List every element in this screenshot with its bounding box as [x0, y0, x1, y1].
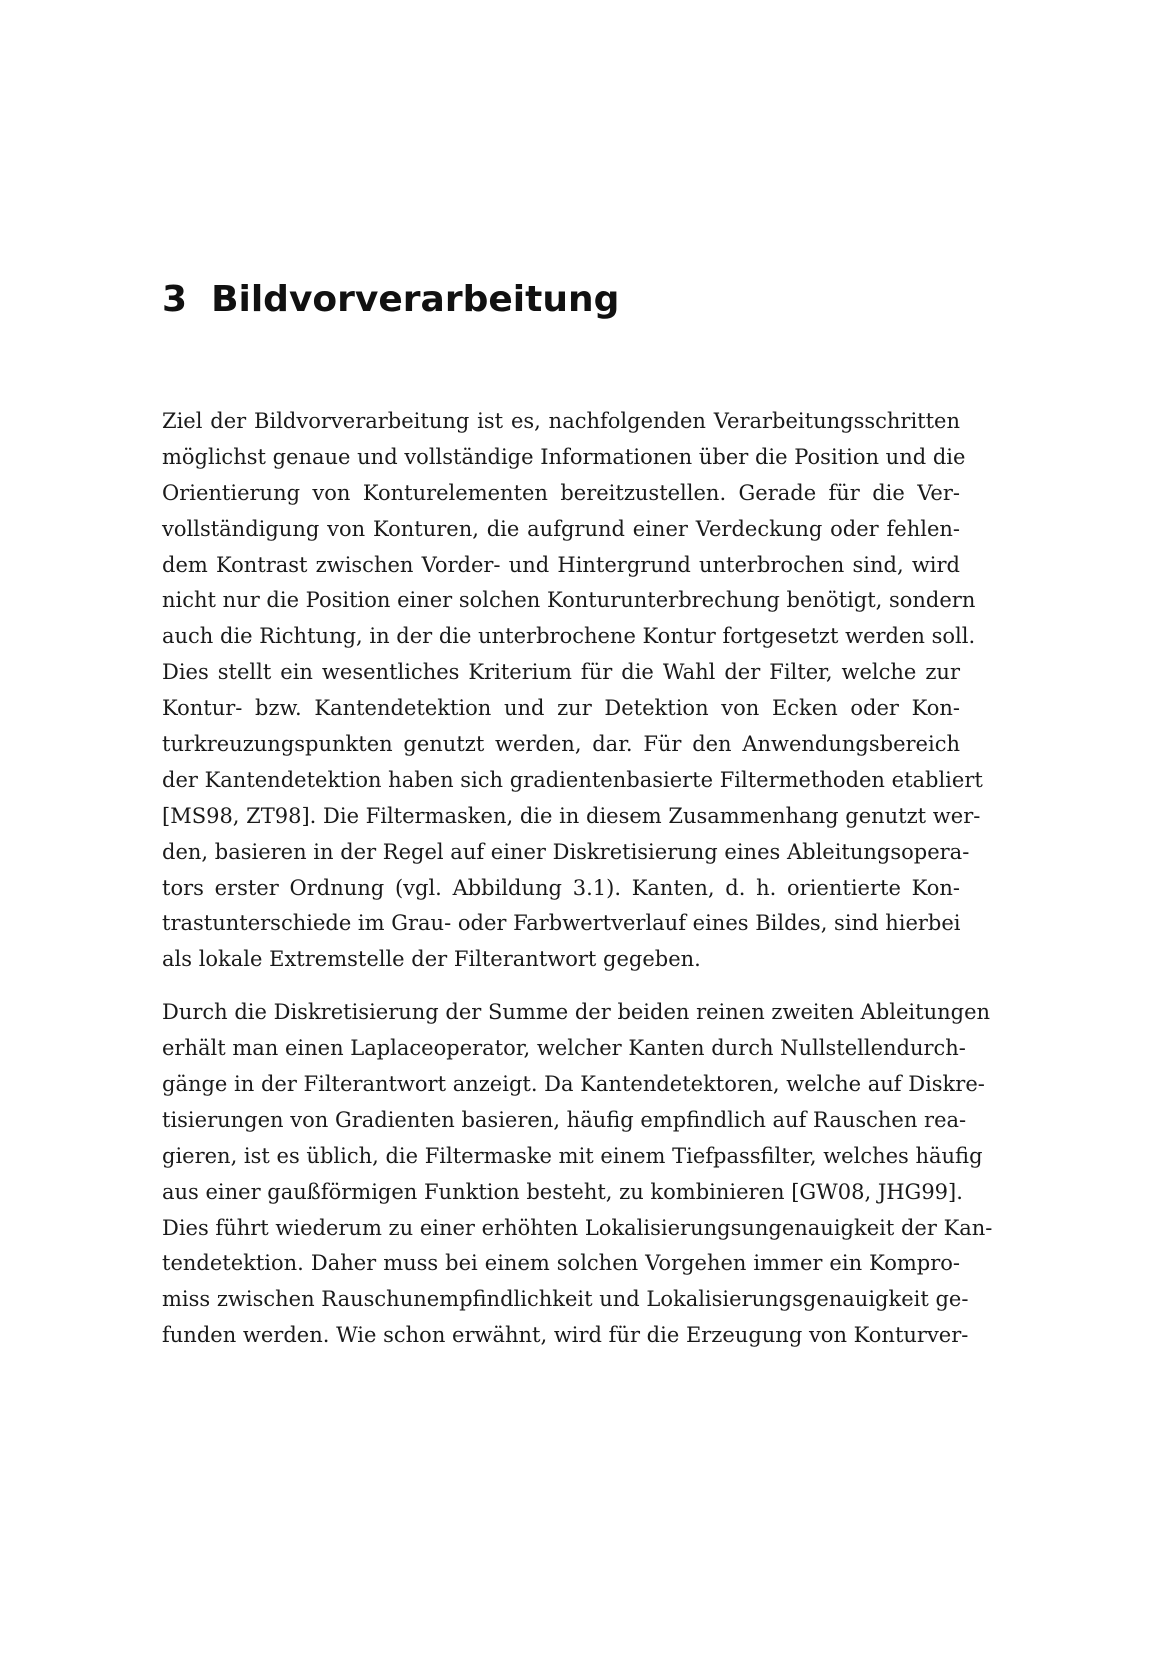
- text-line: Dies führt wiederum zu einer erhöhten Lokalisierungsungenauigkeit der Kan-: [162, 1215, 993, 1240]
- text-line: Durch die Diskretisierung der Summe der beiden reinen zweiten Ableitungen: [162, 1000, 991, 1025]
- text-line: miss zwischen Rauschunempfindlichkeit und Lokalisierungsgenauigkeit ge-: [162, 1287, 969, 1312]
- text-line: [MS98, ZT98]. Die Filtermasken, die in diesem Zusammenhang genutzt wer-: [162, 803, 981, 828]
- chapter-heading: [162, 276, 619, 324]
- text-line: trastunterschiede im Grau- oder Farbwertverlauf eines Bildes, sind hierbei: [162, 911, 961, 936]
- body-text: [162, 404, 993, 1354]
- text-line: aus einer gaußförmigen Funktion besteht, zu kombinieren [GW08, JHG99].: [162, 1179, 963, 1204]
- text-line: funden werden. Wie schon erwähnt, wird für die Erzeugung von Konturver-: [162, 1323, 969, 1348]
- text-line: als lokale Extremstelle der Filterantwort gegeben.: [162, 947, 701, 972]
- text-line: Dies stellt ein wesentliches Kriterium für die Wahl der Filter, welche zur: [162, 660, 960, 685]
- text-line: dem Kontrast zwischen Vorder- und Hintergrund unterbrochen sind, wird: [162, 552, 960, 577]
- text-line: den, basieren in der Regel auf einer Diskretisierung eines Ableitungsopera-: [162, 839, 970, 864]
- text-line: auch die Richtung, in der die unterbrochene Kontur fortgesetzt werden soll.: [162, 624, 976, 649]
- text-line: turkreuzungspunkten genutzt werden, dar. Für den Anwendungsbereich: [162, 732, 960, 757]
- text-line: erhält man einen Laplaceoperator, welcher Kanten durch Nullstellendurch-: [162, 1036, 966, 1061]
- text-line: tors erster Ordnung (vgl. Abbildung 3.1). Kanten, d. h. orientierte Kon-: [162, 875, 960, 900]
- text-line: Ziel der Bildvorverarbeitung ist es, nachfolgenden Verarbeitungsschritten: [162, 409, 960, 433]
- text-line: Kontur- bzw. Kantendetektion und zur Detektion von Ecken oder Kon-: [162, 696, 960, 721]
- text-line: Orientierung von Konturelementen bereitzustellen. Gerade für die Ver-: [162, 480, 960, 505]
- text-line: gänge in der Filterantwort anzeigt. Da Kantendetektoren, welche auf Diskre-: [162, 1072, 985, 1097]
- text-line: vollständigung von Konturen, die aufgrund einer Verdeckung oder fehlen-: [162, 516, 960, 541]
- paragraph-1: [162, 404, 983, 978]
- text-line: nicht nur die Position einer solchen Konturunterbrechung benötigt, sondern: [162, 588, 976, 613]
- chapter-number: 3: [162, 279, 188, 320]
- text-line: tendetektion. Daher muss bei einem solchen Vorgehen immer ein Kompro-: [162, 1251, 960, 1276]
- text-line: möglichst genaue und vollständige Informationen über die Position und die: [162, 444, 966, 469]
- document-page: [162, 0, 993, 1654]
- paragraph-2: [162, 995, 993, 1354]
- chapter-title: Bildvorverarbeitung: [211, 279, 620, 320]
- text-line: der Kantendetektion haben sich gradientenbasierte Filtermethoden etabliert: [162, 767, 983, 792]
- text-line: gieren, ist es üblich, die Filtermaske mit einem Tiefpassfilter, welches häufig: [162, 1143, 983, 1168]
- text-line: tisierungen von Gradienten basieren, häufig empfindlich auf Rauschen rea-: [162, 1107, 967, 1132]
